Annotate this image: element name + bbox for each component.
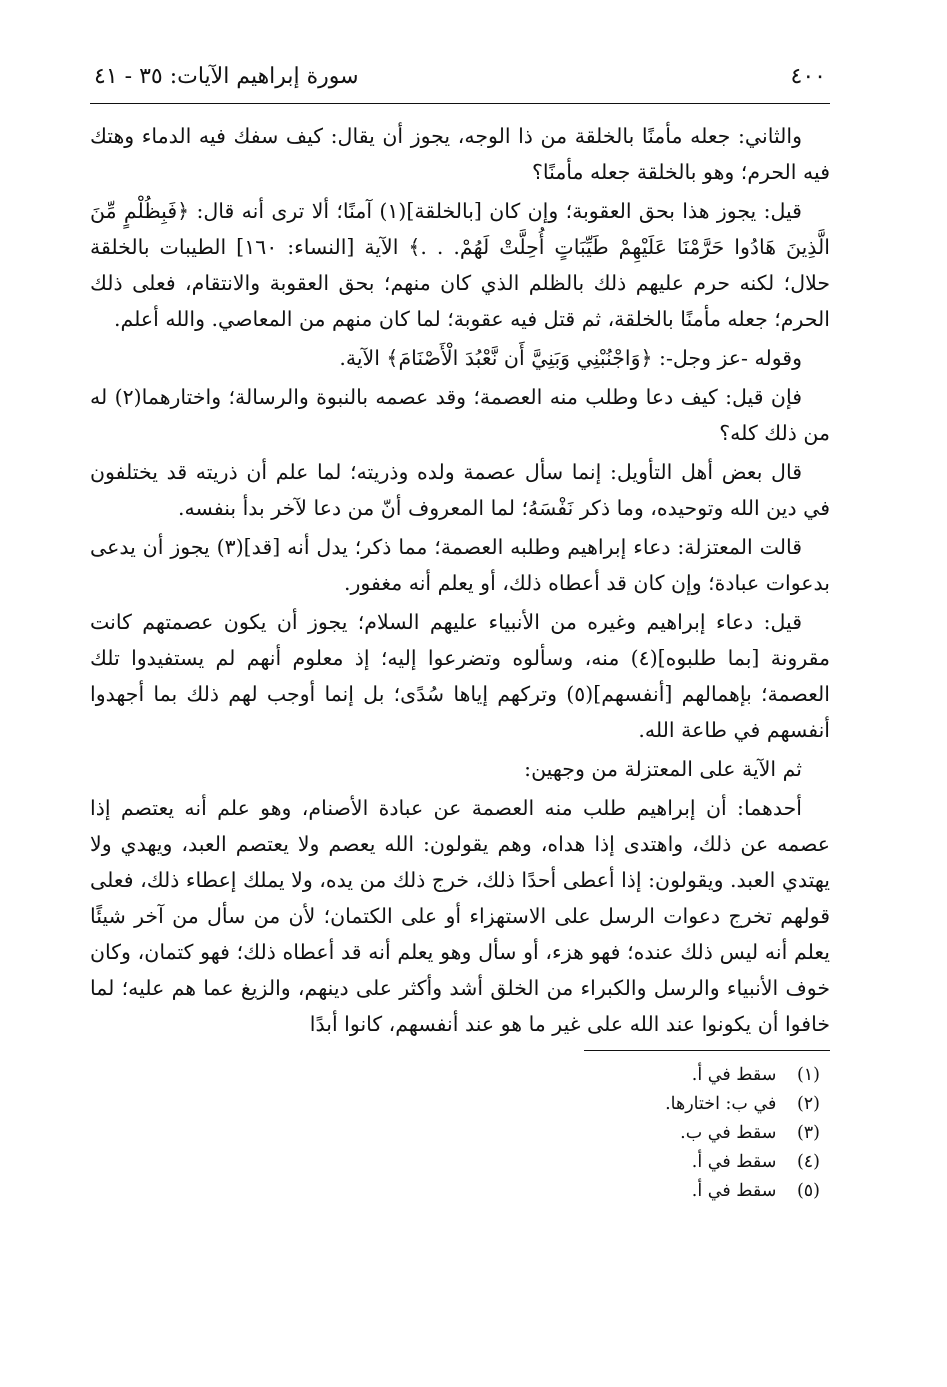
footnote-text: سقط في أ.	[691, 1152, 777, 1172]
page-number: ٤٠٠	[790, 64, 826, 89]
main-text	[90, 118, 830, 1042]
footnotes	[90, 1061, 830, 1206]
paragraph: ثم الآية على المعتزلة من وجهين:	[524, 757, 802, 781]
footnote-number: (٢)	[796, 1094, 820, 1114]
paragraph: قيل: يجوز هذا بحق العقوبة؛ وإن كان [بالخلقة](١) آمنًا؛ ألا ترى أنه قال: ﴿فَبِظُلْمٍ مِّنَ الَّذِينَ هَادُوا حَرَّمْنَا عَلَيْهِمْ طَيِّبَاتٍ أُحِلَّتْ لَهُمْ. . .﴾ الآية [النساء: ١٦٠] الطيبات بالخلقة حلال؛ لكنه حرم عليهم ذلك بالظلم الذي كان منهم؛ بحق العقوبة والانتقام، فعلى ذلك الحرم؛ جعله مأمنًا بالخلقة، ثم قتل فيه عقوبة؛ لما كان منهم من المعاصي. والله أعلم.	[90, 199, 830, 331]
book-page	[90, 60, 830, 1206]
paragraph: قيل: دعاء إبراهيم وغيره من الأنبياء عليهم السلام؛ يجوز أن يكون عصمتهم كانت مقرونة [بما طلبوه](٤) منه، وسألوه وتضرعوا إليه؛ إذ معلوم أنهم لم يستفيدوا تلك العصمة؛ بإهمالهم [أنفسهم](٥) وتركهم إياها سُدًى؛ بل إنما أوجب لهم ذلك بما أجهدوا أنفسهم في طاعة الله.	[90, 610, 830, 742]
footnote-number: (٣)	[796, 1123, 820, 1143]
footnote-number: (١)	[796, 1065, 820, 1085]
paragraph: فإن قيل: كيف دعا وطلب منه العصمة؛ وقد عصمه بالنبوة والرسالة؛ واختارهما(٢) له من ذلك كله؟	[90, 385, 830, 445]
footnote-item	[90, 1090, 820, 1119]
footnote-text: سقط في أ.	[691, 1181, 777, 1201]
footnote-text: سقط في ب.	[680, 1123, 777, 1143]
paragraph: وقوله -عز وجل-: ﴿وَاجْنُبْنِي وَبَنِيَّ أَن نَّعْبُدَ الْأَصْنَامَ﴾ الآية.	[339, 346, 802, 370]
footnote-item	[90, 1148, 820, 1177]
surah-title: سورة إبراهيم الآيات: ٣٥ - ٤١	[94, 64, 359, 89]
paragraph: أحدهما: أن إبراهيم طلب منه العصمة عن عبادة الأصنام، وهو علم أنه يعتصم إذا عصمه عن ذلك، واهتدى إذا هداه، وهم يقولون: الله يعصم ولا يعتصم العبد، ويهدي ولا يهتدي العبد. ويقولون: إذا أعطى أحدًا ذلك، خرج ذلك من يده، ولا يملك إعطاء ذلك، فعلى قولهم تخرج دعوات الرسل على الاستهزاء أو على الكتمان؛ لأن من سأل من آخر شيئًا يعلم أنه ليس ذلك عنده؛ فهو هزء، أو سأل وهو يعلم أنه قد أعطاه ذلك؛ فهو كتمان، وكان خوف الأنبياء والرسل والكبراء من الخلق أشد وأكثر على دينهم، والزيغ عما هم عليه؛ لما خافوا أن يكونوا عند الله على غير ما هو عند أنفسهم، كانوا أبدًا	[90, 796, 830, 1036]
paragraph: قال بعض أهل التأويل: إنما سأل عصمة ولده وذريته؛ لما علم أن ذريته قد يختلفون في دين الله وتوحيده، وما ذكر نَفْسَهُ؛ لما المعروف أنّ من دعا لآخر بدأ بنفسه.	[90, 460, 830, 520]
footnote-number: (٥)	[796, 1181, 820, 1201]
footnote-item	[90, 1177, 820, 1206]
paragraph: قالت المعتزلة: دعاء إبراهيم وطلبه العصمة؛ مما ذكر؛ يدل أنه [قد](٣) يجوز أن يدعى بدعوات عبادة؛ وإن كان قد أعطاه ذلك، أو يعلم أنه مغفور.	[90, 535, 830, 595]
footnote-text: في ب: اختارها.	[665, 1094, 777, 1114]
footnote-number: (٤)	[796, 1152, 820, 1172]
footnote-item	[90, 1119, 820, 1148]
footnote-divider	[584, 1050, 830, 1051]
footnote-text: سقط في أ.	[691, 1065, 777, 1085]
footnote-item	[90, 1061, 820, 1090]
running-header	[90, 60, 830, 104]
paragraph: والثاني: جعله مأمنًا بالخلقة من ذا الوجه، يجوز أن يقال: كيف سفك فيه الدماء وهتك فيه الحرم؛ وهو بالخلقة جعله مأمنًا؟	[90, 124, 830, 184]
